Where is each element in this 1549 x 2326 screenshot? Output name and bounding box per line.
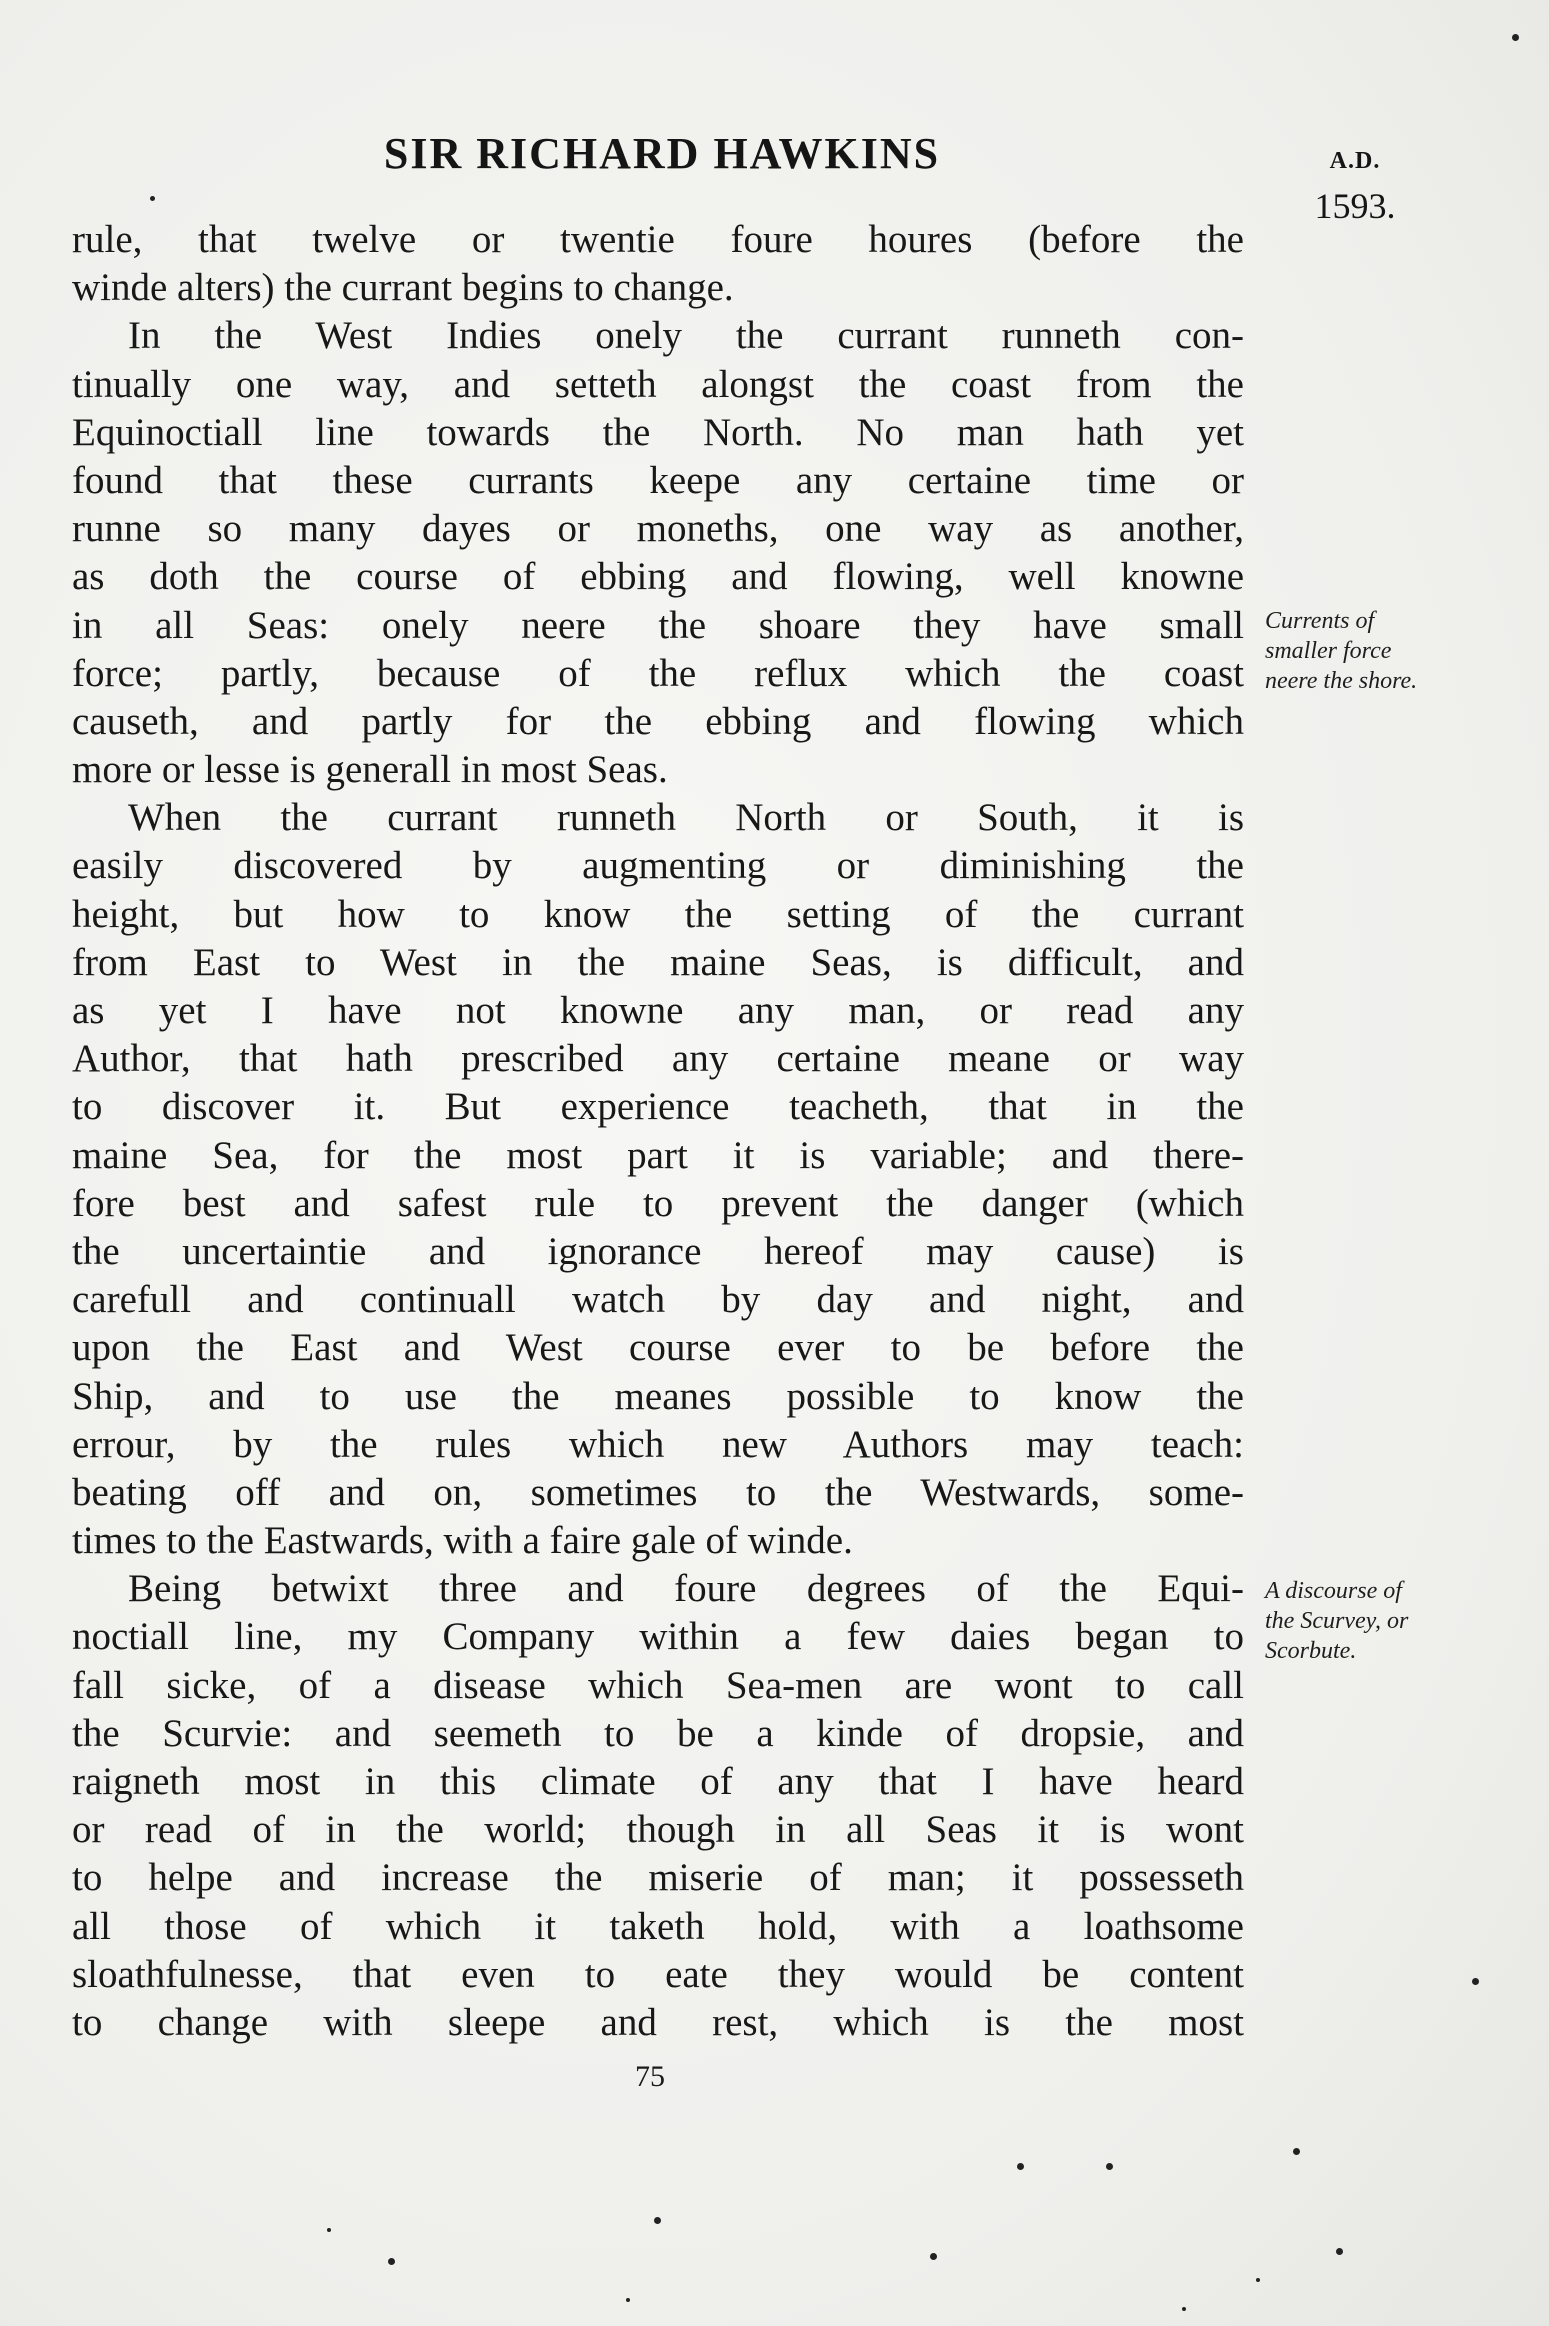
- margin-note-line: neere the shore.: [1265, 668, 1418, 694]
- dust-speck: [1182, 2307, 1186, 2311]
- text-line: carefull and continuall watch by day and night, and: [72, 1278, 1244, 1322]
- text-line: in all Seas: onely neere the shoare they have small: [72, 603, 1244, 647]
- margin-note-line: A discourse of: [1265, 1578, 1402, 1604]
- text-line: to change with sleepe and rest, which is the most: [72, 2000, 1244, 2044]
- dust-speck: [1017, 2163, 1024, 2170]
- text-line: the uncertaintie and ignorance hereof may cause) is: [72, 1229, 1244, 1273]
- text-line: or read of in the world; though in all Seas it is wont: [72, 1808, 1244, 1852]
- text-line: causeth, and partly for the ebbing and flowing which: [72, 699, 1244, 743]
- text-line: When the currant runneth North or South, it is: [128, 796, 1244, 840]
- text-line: tinually one way, and setteth alongst the coast from the: [72, 362, 1244, 406]
- text-line: more or lesse is generall in most Seas.: [72, 748, 668, 792]
- text-line: rule, that twelve or twentie foure houres (before the: [72, 218, 1244, 261]
- text-line: to discover it. But experience teacheth, that in the: [72, 1085, 1244, 1129]
- margin-note-scurvey: [1265, 1576, 1475, 1666]
- date-label: A.D.: [1329, 148, 1381, 174]
- dust-speck: [1256, 2278, 1260, 2282]
- text-line: raigneth most in this climate of any that I have heard: [72, 1760, 1244, 1803]
- body-text: [72, 216, 1244, 2047]
- page-number: 75: [635, 2060, 665, 2093]
- running-head-title: SIR RICHARD HAWKINS: [383, 129, 941, 178]
- side-date: [1300, 148, 1410, 227]
- text-line: fore best and safest rule to prevent the danger (which: [72, 1181, 1244, 1225]
- dust-speck: [1512, 34, 1519, 41]
- text-line: Ship, and to use the meanes possible to know the: [72, 1374, 1244, 1418]
- text-line: In the West Indies onely the currant runneth con-: [128, 314, 1244, 358]
- dust-speck: [327, 2228, 331, 2232]
- dust-speck: [388, 2258, 395, 2265]
- text-line: upon the East and West course ever to be before the: [72, 1326, 1244, 1370]
- dust-speck: [626, 2298, 630, 2302]
- dust-speck: [654, 2217, 661, 2224]
- text-line: beating off and on, sometimes to the Westwards, some-: [72, 1470, 1244, 1514]
- text-line: maine Sea, for the most part it is variable; and there-: [72, 1133, 1244, 1177]
- text-line: Being betwixt three and foure degrees of the Equi-: [128, 1567, 1244, 1611]
- dust-speck: [1472, 1978, 1479, 1985]
- dust-speck: [1293, 2148, 1300, 2155]
- text-line: the Scurvie: and seemeth to be a kinde of dropsie, and: [72, 1711, 1244, 1755]
- text-line: noctiall line, my Company within a few daies began to: [72, 1615, 1244, 1659]
- text-line: times to the Eastwards, with a faire gale of winde.: [72, 1519, 853, 1563]
- margin-note-line: Scorbute.: [1265, 1638, 1357, 1664]
- text-line: height, but how to know the setting of the currant: [72, 892, 1244, 936]
- text-line: found that these currants keepe any certaine time or: [72, 458, 1244, 502]
- text-line: easily discovered by augmenting or diminishing the: [72, 844, 1244, 888]
- dust-speck: [1336, 2248, 1343, 2255]
- text-line: errour, by the rules which new Authors may teach:: [72, 1422, 1244, 1466]
- text-line: fall sicke, of a disease which Sea-men are wont to call: [72, 1663, 1244, 1707]
- text-line: runne so many dayes or moneths, one way as another,: [72, 507, 1244, 551]
- margin-note-line: Currents of: [1265, 608, 1375, 634]
- dust-speck: [1106, 2163, 1113, 2170]
- dust-speck: [930, 2253, 937, 2260]
- text-line: Author, that hath prescribed any certaine meane or way: [72, 1037, 1244, 1081]
- text-line: from East to West in the maine Seas, is difficult, and: [72, 940, 1244, 984]
- text-line: to helpe and increase the miserie of man; it possesseth: [72, 1856, 1244, 1900]
- text-line: all those of which it taketh hold, with a loathsome: [72, 1904, 1244, 1948]
- text-line: winde alters) the currant begins to change.: [72, 266, 734, 310]
- text-line: sloathfulnesse, that even to eate they would be content: [72, 1952, 1244, 1996]
- text-line: Equinoctiall line towards the North. No man hath yet: [72, 410, 1244, 454]
- text-line: as yet I have not knowne any man, or read any: [72, 989, 1244, 1032]
- margin-note-line: smaller force: [1265, 638, 1392, 664]
- text-line: force; partly, because of the reflux which the coast: [72, 651, 1244, 695]
- margin-note-line: the Scurvey, or: [1265, 1608, 1409, 1634]
- text-line: as doth the course of ebbing and flowing, well knowne: [72, 555, 1244, 599]
- dust-speck: [150, 196, 155, 201]
- year-label: 1593.: [1314, 186, 1396, 226]
- margin-note-currents: [1265, 606, 1475, 696]
